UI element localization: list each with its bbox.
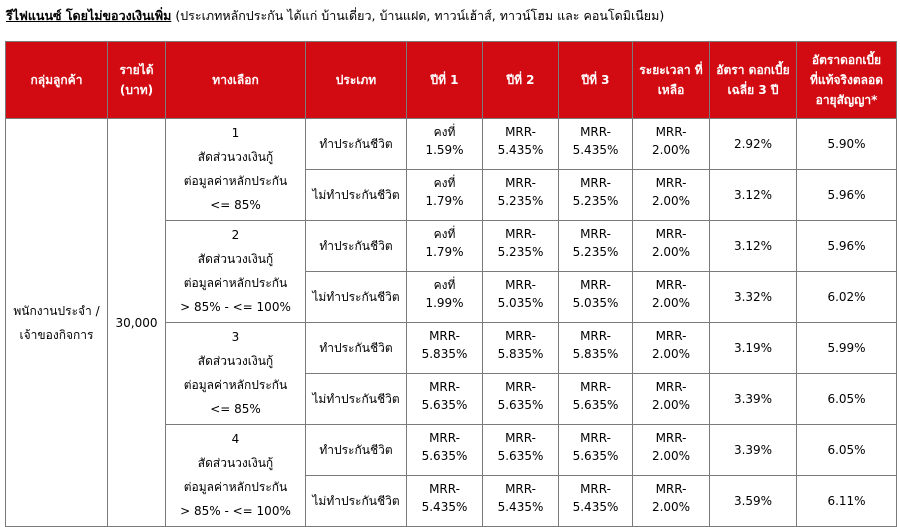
remaining-rate-cell <box>633 272 710 323</box>
year1-rate-cell <box>407 272 483 323</box>
option-cell <box>166 323 306 425</box>
year1-rate-line2: 1.99% <box>425 296 464 310</box>
year1-rate-line1: MRR- <box>429 380 460 394</box>
year2-rate-line2: 5.235% <box>497 245 544 259</box>
year2-rate-line1: MRR- <box>505 482 536 496</box>
effective-rate: 5.90% <box>827 137 866 151</box>
year1-rate-line2: 1.79% <box>425 245 464 259</box>
type-cell <box>306 221 407 272</box>
year2-rate-cell <box>483 272 559 323</box>
avg-rate-cell <box>710 170 797 221</box>
option-cell <box>166 119 306 221</box>
remaining-rate-line1: MRR- <box>655 380 687 394</box>
year3-rate-line2: 5.035% <box>572 296 619 310</box>
avg-rate-cell <box>710 374 797 425</box>
income-text: 30,000 <box>115 315 158 330</box>
year1-rate-line1: คงที่ <box>433 176 456 190</box>
remaining-rate-cell <box>633 323 710 374</box>
insurance-type: ไม่ทำประกันชีวิต <box>312 290 400 304</box>
option-condition: <= 85% <box>210 402 261 416</box>
option-label2: ต่อมูลค่าหลักประกัน <box>183 174 288 188</box>
remaining-rate-line1: MRR- <box>655 227 687 241</box>
year3-rate-cell <box>559 323 633 374</box>
header-row <box>6 42 897 119</box>
remaining-rate-line1: MRR- <box>655 431 687 445</box>
option-condition: <= 85% <box>210 198 261 212</box>
option-label2: ต่อมูลค่าหลักประกัน <box>183 480 288 494</box>
year2-rate-cell <box>483 170 559 221</box>
customer-group-cell <box>6 119 108 527</box>
effective-rate: 5.96% <box>827 188 866 202</box>
remaining-rate-line2: 2.00% <box>651 449 691 463</box>
option-number: 1 <box>231 126 240 140</box>
year1-rate-line2: 5.635% <box>421 398 468 412</box>
effective-rate: 6.11% <box>827 494 866 508</box>
option-label: สัดส่วนวงเงินกู้ <box>197 150 274 164</box>
insurance-type: ทำประกันชีวิต <box>319 137 393 151</box>
remaining-rate-line1: MRR- <box>655 278 687 292</box>
effective-rate: 5.99% <box>827 341 866 355</box>
year2-rate-cell <box>483 425 559 476</box>
option-condition: > 85% - <= 100% <box>180 300 291 314</box>
year2-rate-line1: MRR- <box>505 329 536 343</box>
year1-rate-line2: 5.435% <box>421 500 468 514</box>
remaining-rate-cell <box>633 374 710 425</box>
year3-rate-line2: 5.635% <box>572 449 619 463</box>
avg-rate: 2.92% <box>733 137 773 151</box>
year2-rate-cell <box>483 323 559 374</box>
income-cell <box>108 119 166 527</box>
remaining-rate-line1: MRR- <box>655 125 687 139</box>
insurance-type: ทำประกันชีวิต <box>319 443 393 457</box>
year1-rate-line1: คงที่ <box>433 125 456 139</box>
year1-rate-line1: คงที่ <box>433 227 456 241</box>
year2-rate-cell <box>483 476 559 527</box>
avg-rate-cell <box>710 323 797 374</box>
avg-rate-cell <box>710 119 797 170</box>
remaining-rate-line2: 2.00% <box>651 296 691 310</box>
year3-rate-line2: 5.435% <box>572 500 619 514</box>
col-header: ปีที่ 2 <box>483 42 559 119</box>
avg-rate-cell <box>710 221 797 272</box>
type-cell <box>306 272 407 323</box>
avg-rate: 3.39% <box>733 443 773 457</box>
option-label: สัดส่วนวงเงินกู้ <box>197 456 274 470</box>
remaining-rate-cell <box>633 476 710 527</box>
year2-rate-line2: 5.635% <box>497 398 544 412</box>
year2-rate-line1: MRR- <box>505 278 536 292</box>
insurance-type: ทำประกันชีวิต <box>319 341 393 355</box>
year1-rate-cell <box>407 425 483 476</box>
year1-rate-line2: 5.635% <box>421 449 468 463</box>
year2-rate-line2: 5.435% <box>497 143 544 157</box>
remaining-rate-cell <box>633 119 710 170</box>
option-cell <box>166 425 306 527</box>
effective-rate-cell <box>797 119 897 170</box>
remaining-rate-line1: MRR- <box>655 329 687 343</box>
year1-rate-line1: คงที่ <box>433 278 456 292</box>
col-header: ระยะเวลา ที่เหลือ <box>633 42 710 119</box>
year1-rate-line2: 1.59% <box>425 143 464 157</box>
effective-rate: 6.02% <box>827 290 866 304</box>
year1-rate-cell <box>407 374 483 425</box>
option-number: 3 <box>231 330 240 344</box>
option-number: 2 <box>231 228 240 242</box>
insurance-type: ทำประกันชีวิต <box>319 239 393 253</box>
year3-rate-line1: MRR- <box>580 329 611 343</box>
year1-rate-line1: MRR- <box>429 482 460 496</box>
type-cell <box>306 323 407 374</box>
col-header: อัตรา ดอกเบี้ย เฉลี่ย 3 ปี <box>710 42 797 119</box>
avg-rate: 3.12% <box>733 239 773 253</box>
page-title <box>6 6 664 26</box>
remaining-rate-cell <box>633 221 710 272</box>
insurance-type: ไม่ทำประกันชีวิต <box>312 188 400 202</box>
year2-rate-line2: 5.835% <box>497 347 544 361</box>
option-number: 4 <box>231 432 240 446</box>
effective-rate-cell <box>797 476 897 527</box>
remaining-rate-line2: 2.00% <box>651 194 691 208</box>
year3-rate-line2: 5.835% <box>572 347 619 361</box>
effective-rate-cell <box>797 221 897 272</box>
year3-rate-line1: MRR- <box>580 278 611 292</box>
year2-rate-line1: MRR- <box>505 227 536 241</box>
effective-rate: 6.05% <box>827 392 866 406</box>
col-header: กลุ่มลูกค้า <box>6 42 108 119</box>
avg-rate: 3.32% <box>733 290 773 304</box>
effective-rate-cell <box>797 425 897 476</box>
year3-rate-line1: MRR- <box>580 431 611 445</box>
type-cell <box>306 425 407 476</box>
effective-rate-cell <box>797 374 897 425</box>
year1-rate-line1: MRR- <box>429 329 460 343</box>
avg-rate: 3.12% <box>733 188 773 202</box>
rate-table <box>5 41 897 527</box>
remaining-rate-line2: 2.00% <box>651 500 691 514</box>
year2-rate-line1: MRR- <box>505 431 536 445</box>
year1-rate-cell <box>407 323 483 374</box>
insurance-type: ไม่ทำประกันชีวิต <box>312 494 400 508</box>
col-header: ทางเลือก <box>166 42 306 119</box>
avg-rate: 3.39% <box>733 392 773 406</box>
remaining-rate-line2: 2.00% <box>651 143 691 157</box>
avg-rate-cell <box>710 476 797 527</box>
avg-rate-cell <box>710 425 797 476</box>
year3-rate-line2: 5.435% <box>572 143 619 157</box>
year2-rate-line1: MRR- <box>505 380 536 394</box>
year1-rate-line1: MRR- <box>429 431 460 445</box>
year1-rate-cell <box>407 476 483 527</box>
customer-group-text: พนักงานประจำ / เจ้าของกิจการ <box>13 303 100 342</box>
title-sub: (ประเภทหลักประกัน ได้แก่ บ้านเดี่ยว, บ้านแฝด, ทาวน์เฮ้าส์, ทาวน์โฮม และ คอนโดมิเนียม) <box>171 8 665 23</box>
year1-rate-cell <box>407 221 483 272</box>
option-label2: ต่อมูลค่าหลักประกัน <box>183 276 288 290</box>
year3-rate-cell <box>559 374 633 425</box>
option-label: สัดส่วนวงเงินกู้ <box>197 354 274 368</box>
insurance-type: ไม่ทำประกันชีวิต <box>312 392 400 406</box>
remaining-rate-cell <box>633 170 710 221</box>
year2-rate-line2: 5.235% <box>497 194 544 208</box>
year3-rate-line1: MRR- <box>580 176 611 190</box>
type-cell <box>306 170 407 221</box>
year3-rate-line2: 5.235% <box>572 194 619 208</box>
effective-rate: 6.05% <box>827 443 866 457</box>
type-cell <box>306 119 407 170</box>
year3-rate-cell <box>559 425 633 476</box>
effective-rate: 5.96% <box>827 239 866 253</box>
col-header: ประเภท <box>306 42 407 119</box>
effective-rate-cell <box>797 170 897 221</box>
year2-rate-line2: 5.035% <box>497 296 544 310</box>
year3-rate-line1: MRR- <box>580 125 611 139</box>
table-row <box>6 119 897 170</box>
effective-rate-cell <box>797 323 897 374</box>
year2-rate-cell <box>483 374 559 425</box>
year2-rate-line2: 5.635% <box>497 449 544 463</box>
remaining-rate-cell <box>633 425 710 476</box>
year3-rate-cell <box>559 170 633 221</box>
year2-rate-line2: 5.435% <box>497 500 544 514</box>
year1-rate-line2: 5.835% <box>421 347 468 361</box>
year3-rate-line2: 5.635% <box>572 398 619 412</box>
remaining-rate-line1: MRR- <box>655 482 687 496</box>
year1-rate-cell <box>407 170 483 221</box>
year2-rate-line1: MRR- <box>505 125 536 139</box>
type-cell <box>306 374 407 425</box>
option-condition: > 85% - <= 100% <box>180 504 291 518</box>
year2-rate-line1: MRR- <box>505 176 536 190</box>
table-body <box>6 119 897 527</box>
avg-rate: 3.59% <box>733 494 773 508</box>
option-label: สัดส่วนวงเงินกู้ <box>197 252 274 266</box>
year2-rate-cell <box>483 119 559 170</box>
remaining-rate-line1: MRR- <box>655 176 687 190</box>
col-header: ปีที่ 3 <box>559 42 633 119</box>
col-header: รายได้ (บาท) <box>108 42 166 119</box>
option-cell <box>166 221 306 323</box>
year3-rate-cell <box>559 272 633 323</box>
title-main: รีไฟแนนซ์ โดยไม่ขอวงเงินเพิ่ม <box>6 8 172 23</box>
avg-rate: 3.19% <box>733 341 773 355</box>
year1-rate-cell <box>407 119 483 170</box>
year3-rate-line1: MRR- <box>580 482 611 496</box>
option-label2: ต่อมูลค่าหลักประกัน <box>183 378 288 392</box>
type-cell <box>306 476 407 527</box>
year1-rate-line2: 1.79% <box>425 194 464 208</box>
year3-rate-line1: MRR- <box>580 380 611 394</box>
year3-rate-line2: 5.235% <box>572 245 619 259</box>
remaining-rate-line2: 2.00% <box>651 347 691 361</box>
col-header: อัตราดอกเบี้ย ที่แท้จริงตลอด อายุสัญญา* <box>797 42 897 119</box>
year3-rate-line1: MRR- <box>580 227 611 241</box>
year3-rate-cell <box>559 221 633 272</box>
year3-rate-cell <box>559 119 633 170</box>
avg-rate-cell <box>710 272 797 323</box>
remaining-rate-line2: 2.00% <box>651 245 691 259</box>
year3-rate-cell <box>559 476 633 527</box>
effective-rate-cell <box>797 272 897 323</box>
remaining-rate-line2: 2.00% <box>651 398 691 412</box>
year2-rate-cell <box>483 221 559 272</box>
col-header: ปีที่ 1 <box>407 42 483 119</box>
